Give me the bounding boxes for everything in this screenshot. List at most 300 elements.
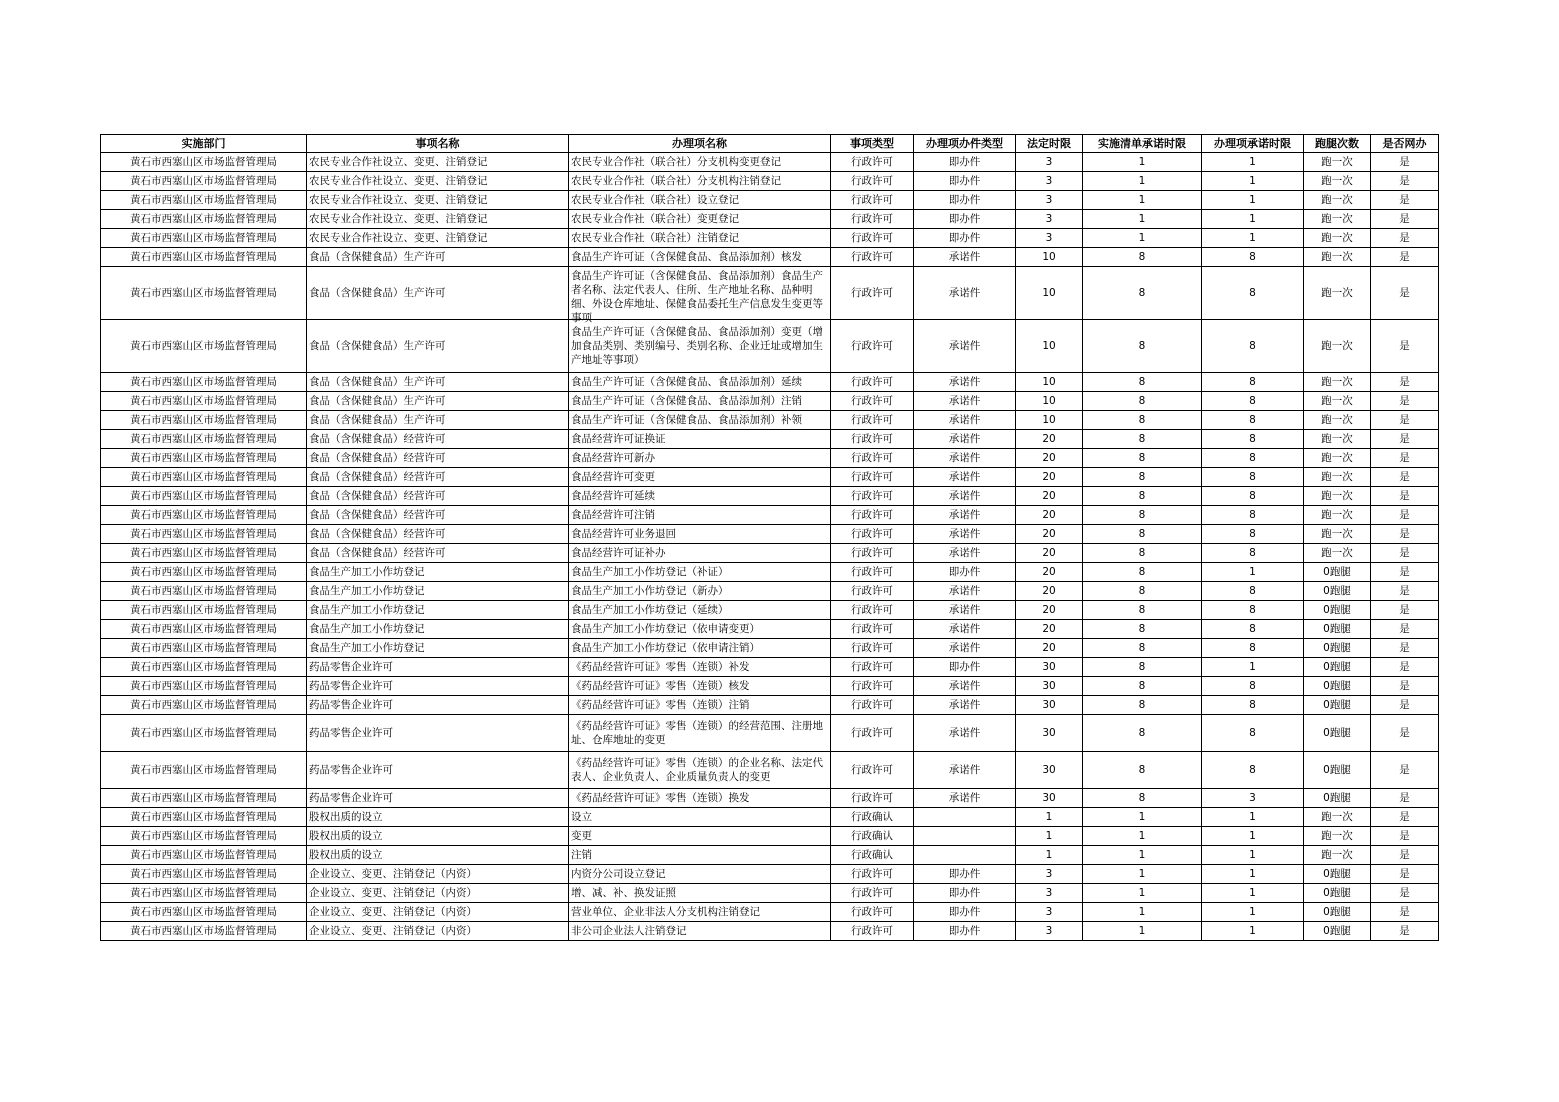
- cell-trips: 跑一次: [1304, 153, 1371, 172]
- cell-dept: 黄石市西塞山区市场监督管理局: [101, 808, 307, 827]
- header-list-limit: 实施清单承诺时限: [1083, 135, 1202, 153]
- table-row: [101, 639, 1439, 658]
- cell-dept: 黄石市西塞山区市场监督管理局: [101, 563, 307, 582]
- table-row: [101, 449, 1439, 468]
- cell-type: 行政许可: [831, 248, 914, 267]
- cell-type: 行政许可: [831, 658, 914, 677]
- cell-list-limit: 1: [1083, 846, 1202, 865]
- cell-legal-limit: 30: [1016, 715, 1083, 752]
- cell-kind: 承诺件: [914, 506, 1016, 525]
- cell-online: 是: [1371, 865, 1439, 884]
- table-row: [101, 582, 1439, 601]
- cell-legal-limit: 20: [1016, 449, 1083, 468]
- cell-list-limit: 8: [1083, 601, 1202, 620]
- cell-trips: 0跑腿: [1304, 582, 1371, 601]
- header-item: 事项名称: [307, 135, 569, 153]
- cell-item: 食品生产加工小作坊登记: [307, 639, 569, 658]
- cell-item: 农民专业合作社设立、变更、注销登记: [307, 210, 569, 229]
- cell-item: 股权出质的设立: [307, 808, 569, 827]
- cell-type: 行政许可: [831, 525, 914, 544]
- cell-item: 股权出质的设立: [307, 846, 569, 865]
- cell-dept: 黄石市西塞山区市场监督管理局: [101, 696, 307, 715]
- cell-promise-limit: 8: [1202, 752, 1304, 789]
- cell-kind: 承诺件: [914, 752, 1016, 789]
- cell-sub-item: [569, 715, 831, 752]
- cell-trips: 跑一次: [1304, 191, 1371, 210]
- header-type: 事项类型: [831, 135, 914, 153]
- cell-kind: [914, 827, 1016, 846]
- cell-kind: 即办件: [914, 922, 1016, 941]
- cell-item: 食品（含保健食品）生产许可: [307, 267, 569, 320]
- cell-sub-item: 食品生产加工小作坊登记（依申请注销）: [569, 639, 831, 658]
- table-row: [101, 677, 1439, 696]
- cell-dept: 黄石市西塞山区市场监督管理局: [101, 715, 307, 752]
- cell-dept: 黄石市西塞山区市场监督管理局: [101, 506, 307, 525]
- header-sub-item: 办理项名称: [569, 135, 831, 153]
- cell-dept: 黄石市西塞山区市场监督管理局: [101, 392, 307, 411]
- cell-promise-limit: 1: [1202, 903, 1304, 922]
- cell-online: 是: [1371, 808, 1439, 827]
- cell-legal-limit: 30: [1016, 789, 1083, 808]
- cell-item: 食品（含保健食品）经营许可: [307, 544, 569, 563]
- cell-online: 是: [1371, 903, 1439, 922]
- cell-dept: 黄石市西塞山区市场监督管理局: [101, 582, 307, 601]
- cell-promise-limit: 8: [1202, 267, 1304, 320]
- cell-trips: 0跑腿: [1304, 601, 1371, 620]
- cell-trips: 跑一次: [1304, 827, 1371, 846]
- cell-promise-limit: 3: [1202, 789, 1304, 808]
- cell-promise-limit: 1: [1202, 229, 1304, 248]
- cell-legal-limit: 20: [1016, 506, 1083, 525]
- cell-type: 行政许可: [831, 715, 914, 752]
- cell-sub-item: 注销: [569, 846, 831, 865]
- cell-type: 行政许可: [831, 696, 914, 715]
- cell-online: 是: [1371, 373, 1439, 392]
- table-row: [101, 789, 1439, 808]
- cell-sub-item: 食品经营许可新办: [569, 449, 831, 468]
- cell-kind: 承诺件: [914, 620, 1016, 639]
- cell-type: 行政许可: [831, 468, 914, 487]
- cell-online: 是: [1371, 827, 1439, 846]
- cell-kind: 承诺件: [914, 411, 1016, 430]
- cell-sub-item: 农民专业合作社（联合社）分支机构注销登记: [569, 172, 831, 191]
- cell-kind: [914, 808, 1016, 827]
- cell-kind: 承诺件: [914, 468, 1016, 487]
- table-row: [101, 153, 1439, 172]
- cell-trips: 0跑腿: [1304, 752, 1371, 789]
- cell-promise-limit: 8: [1202, 715, 1304, 752]
- cell-type: 行政许可: [831, 392, 914, 411]
- cell-kind: 承诺件: [914, 544, 1016, 563]
- table-row: [101, 808, 1439, 827]
- cell-kind: 承诺件: [914, 449, 1016, 468]
- cell-item: 企业设立、变更、注销登记（内资）: [307, 903, 569, 922]
- cell-item: 药品零售企业许可: [307, 658, 569, 677]
- cell-sub-item: 食品经营许可证补办: [569, 544, 831, 563]
- cell-online: 是: [1371, 210, 1439, 229]
- cell-list-limit: 1: [1083, 922, 1202, 941]
- table-row: [101, 210, 1439, 229]
- cell-online: 是: [1371, 411, 1439, 430]
- cell-online: 是: [1371, 153, 1439, 172]
- cell-online: 是: [1371, 229, 1439, 248]
- cell-list-limit: 8: [1083, 320, 1202, 373]
- cell-trips: 跑一次: [1304, 808, 1371, 827]
- cell-trips: 0跑腿: [1304, 696, 1371, 715]
- cell-online: 是: [1371, 506, 1439, 525]
- cell-trips: 0跑腿: [1304, 620, 1371, 639]
- cell-type: 行政许可: [831, 320, 914, 373]
- cell-promise-limit: 8: [1202, 525, 1304, 544]
- cell-item: 药品零售企业许可: [307, 677, 569, 696]
- cell-trips: 0跑腿: [1304, 922, 1371, 941]
- cell-dept: 黄石市西塞山区市场监督管理局: [101, 789, 307, 808]
- cell-sub-item-text: 《药品经营许可证》零售（连锁）的经营范围、注册地址、仓库地址的变更: [571, 720, 823, 746]
- cell-legal-limit: 1: [1016, 808, 1083, 827]
- cell-list-limit: 8: [1083, 715, 1202, 752]
- cell-online: 是: [1371, 922, 1439, 941]
- cell-online: 是: [1371, 601, 1439, 620]
- cell-list-limit: 8: [1083, 696, 1202, 715]
- cell-type: 行政许可: [831, 601, 914, 620]
- cell-promise-limit: 1: [1202, 658, 1304, 677]
- cell-online: 是: [1371, 320, 1439, 373]
- cell-item: 药品零售企业许可: [307, 789, 569, 808]
- cell-type: 行政许可: [831, 639, 914, 658]
- table-row: [101, 172, 1439, 191]
- cell-legal-limit: 10: [1016, 392, 1083, 411]
- table-row: [101, 248, 1439, 267]
- cell-type: 行政许可: [831, 677, 914, 696]
- table-row: [101, 525, 1439, 544]
- table-row: [101, 229, 1439, 248]
- cell-legal-limit: 20: [1016, 563, 1083, 582]
- cell-promise-limit: 8: [1202, 544, 1304, 563]
- cell-kind: 即办件: [914, 172, 1016, 191]
- cell-promise-limit: 1: [1202, 563, 1304, 582]
- cell-type: 行政确认: [831, 808, 914, 827]
- cell-list-limit: 8: [1083, 620, 1202, 639]
- cell-dept: 黄石市西塞山区市场监督管理局: [101, 544, 307, 563]
- cell-promise-limit: 1: [1202, 922, 1304, 941]
- cell-type: 行政许可: [831, 229, 914, 248]
- table-row: [101, 620, 1439, 639]
- cell-legal-limit: 10: [1016, 248, 1083, 267]
- cell-list-limit: 1: [1083, 191, 1202, 210]
- cell-trips: 跑一次: [1304, 430, 1371, 449]
- header-online: 是否网办: [1371, 135, 1439, 153]
- cell-kind: 承诺件: [914, 392, 1016, 411]
- cell-list-limit: 1: [1083, 903, 1202, 922]
- cell-item: 食品（含保健食品）生产许可: [307, 411, 569, 430]
- cell-type: 行政许可: [831, 449, 914, 468]
- cell-trips: 跑一次: [1304, 525, 1371, 544]
- cell-type: 行政许可: [831, 903, 914, 922]
- cell-item: 食品（含保健食品）经营许可: [307, 449, 569, 468]
- cell-sub-item: 食品经营许可变更: [569, 468, 831, 487]
- cell-kind: 即办件: [914, 884, 1016, 903]
- cell-promise-limit: 8: [1202, 506, 1304, 525]
- cell-trips: 跑一次: [1304, 248, 1371, 267]
- cell-legal-limit: 3: [1016, 191, 1083, 210]
- cell-type: 行政许可: [831, 506, 914, 525]
- cell-legal-limit: 3: [1016, 922, 1083, 941]
- cell-trips: 跑一次: [1304, 544, 1371, 563]
- cell-type: 行政许可: [831, 430, 914, 449]
- cell-kind: 即办件: [914, 210, 1016, 229]
- table-row: [101, 468, 1439, 487]
- cell-promise-limit: 1: [1202, 884, 1304, 903]
- cell-kind: 即办件: [914, 191, 1016, 210]
- cell-dept: 黄石市西塞山区市场监督管理局: [101, 922, 307, 941]
- cell-item: 药品零售企业许可: [307, 715, 569, 752]
- cell-type: 行政许可: [831, 373, 914, 392]
- cell-dept: 黄石市西塞山区市场监督管理局: [101, 620, 307, 639]
- cell-trips: 跑一次: [1304, 392, 1371, 411]
- cell-item: 食品（含保健食品）生产许可: [307, 320, 569, 373]
- table-row: [101, 267, 1439, 320]
- cell-list-limit: 1: [1083, 884, 1202, 903]
- table-row: [101, 865, 1439, 884]
- cell-item: 食品（含保健食品）生产许可: [307, 392, 569, 411]
- cell-trips: 跑一次: [1304, 487, 1371, 506]
- cell-trips: 跑一次: [1304, 506, 1371, 525]
- cell-promise-limit: 8: [1202, 582, 1304, 601]
- table-row: [101, 392, 1439, 411]
- cell-promise-limit: 1: [1202, 808, 1304, 827]
- cell-promise-limit: 8: [1202, 677, 1304, 696]
- table-row: [101, 846, 1439, 865]
- cell-item: 药品零售企业许可: [307, 752, 569, 789]
- cell-sub-item: 农民专业合作社（联合社）变更登记: [569, 210, 831, 229]
- cell-dept: 黄石市西塞山区市场监督管理局: [101, 191, 307, 210]
- cell-list-limit: 8: [1083, 544, 1202, 563]
- cell-list-limit: 8: [1083, 449, 1202, 468]
- cell-kind: 承诺件: [914, 248, 1016, 267]
- cell-sub-item-text: 食品生产许可证（含保健食品、食品添加剂）变更（增加食品类别、类别编号、类别名称、企业迁址或增加生产地址等事项）: [571, 326, 823, 366]
- cell-trips: 0跑腿: [1304, 884, 1371, 903]
- cell-legal-limit: 10: [1016, 267, 1083, 320]
- cell-list-limit: 8: [1083, 468, 1202, 487]
- table-row: [101, 696, 1439, 715]
- cell-dept: 黄石市西塞山区市场监督管理局: [101, 373, 307, 392]
- cell-online: 是: [1371, 639, 1439, 658]
- cell-dept: 黄石市西塞山区市场监督管理局: [101, 320, 307, 373]
- cell-kind: 承诺件: [914, 525, 1016, 544]
- cell-type: 行政许可: [831, 411, 914, 430]
- header-kind: 办理项办件类型: [914, 135, 1016, 153]
- cell-list-limit: 8: [1083, 430, 1202, 449]
- cell-dept: 黄石市西塞山区市场监督管理局: [101, 248, 307, 267]
- cell-type: 行政许可: [831, 487, 914, 506]
- cell-trips: 0跑腿: [1304, 639, 1371, 658]
- cell-online: 是: [1371, 620, 1439, 639]
- cell-sub-item: 变更: [569, 827, 831, 846]
- cell-dept: 黄石市西塞山区市场监督管理局: [101, 153, 307, 172]
- cell-sub-item: 食品生产加工小作坊登记（延续）: [569, 601, 831, 620]
- cell-online: 是: [1371, 884, 1439, 903]
- cell-kind: 承诺件: [914, 373, 1016, 392]
- cell-kind: 承诺件: [914, 582, 1016, 601]
- cell-list-limit: 8: [1083, 752, 1202, 789]
- cell-item: 企业设立、变更、注销登记（内资）: [307, 865, 569, 884]
- cell-legal-limit: 20: [1016, 525, 1083, 544]
- cell-trips: 跑一次: [1304, 320, 1371, 373]
- cell-type: 行政许可: [831, 865, 914, 884]
- cell-list-limit: 8: [1083, 789, 1202, 808]
- cell-sub-item: 食品生产许可证（含保健食品、食品添加剂）核发: [569, 248, 831, 267]
- cell-list-limit: 1: [1083, 808, 1202, 827]
- table-row: [101, 922, 1439, 941]
- cell-promise-limit: 8: [1202, 487, 1304, 506]
- table-row: [101, 601, 1439, 620]
- table-row: [101, 191, 1439, 210]
- cell-trips: 跑一次: [1304, 229, 1371, 248]
- cell-dept: 黄石市西塞山区市场监督管理局: [101, 172, 307, 191]
- cell-online: 是: [1371, 172, 1439, 191]
- cell-sub-item: 食品生产加工小作坊登记（新办）: [569, 582, 831, 601]
- cell-dept: 黄石市西塞山区市场监督管理局: [101, 210, 307, 229]
- cell-list-limit: 8: [1083, 506, 1202, 525]
- cell-list-limit: 8: [1083, 487, 1202, 506]
- cell-promise-limit: 1: [1202, 846, 1304, 865]
- cell-sub-item: 食品经营许可业务退回: [569, 525, 831, 544]
- cell-sub-item: 《药品经营许可证》零售（连锁）补发: [569, 658, 831, 677]
- cell-legal-limit: 3: [1016, 903, 1083, 922]
- cell-type: 行政确认: [831, 827, 914, 846]
- cell-legal-limit: 10: [1016, 373, 1083, 392]
- cell-type: 行政许可: [831, 191, 914, 210]
- cell-online: 是: [1371, 544, 1439, 563]
- cell-sub-item: 食品经营许可延续: [569, 487, 831, 506]
- header-row: [101, 135, 1439, 153]
- cell-sub-item: 《药品经营许可证》零售（连锁）换发: [569, 789, 831, 808]
- cell-promise-limit: 8: [1202, 620, 1304, 639]
- cell-item: 食品（含保健食品）经营许可: [307, 468, 569, 487]
- cell-online: 是: [1371, 487, 1439, 506]
- cell-promise-limit: 1: [1202, 191, 1304, 210]
- cell-item: 食品生产加工小作坊登记: [307, 601, 569, 620]
- cell-online: 是: [1371, 658, 1439, 677]
- cell-trips: 跑一次: [1304, 172, 1371, 191]
- cell-item: 食品生产加工小作坊登记: [307, 582, 569, 601]
- table-row: [101, 373, 1439, 392]
- cell-dept: 黄石市西塞山区市场监督管理局: [101, 267, 307, 320]
- cell-kind: [914, 846, 1016, 865]
- header-trips: 跑腿次数: [1304, 135, 1371, 153]
- cell-sub-item: 农民专业合作社（联合社）分支机构变更登记: [569, 153, 831, 172]
- cell-legal-limit: 20: [1016, 430, 1083, 449]
- cell-legal-limit: 10: [1016, 320, 1083, 373]
- cell-trips: 跑一次: [1304, 411, 1371, 430]
- cell-item: 农民专业合作社设立、变更、注销登记: [307, 229, 569, 248]
- cell-list-limit: 8: [1083, 639, 1202, 658]
- cell-sub-item: [569, 752, 831, 789]
- cell-dept: 黄石市西塞山区市场监督管理局: [101, 658, 307, 677]
- cell-item: 食品（含保健食品）经营许可: [307, 506, 569, 525]
- cell-legal-limit: 20: [1016, 468, 1083, 487]
- cell-kind: 承诺件: [914, 696, 1016, 715]
- cell-item: 食品生产加工小作坊登记: [307, 620, 569, 639]
- cell-list-limit: 1: [1083, 153, 1202, 172]
- cell-online: 是: [1371, 752, 1439, 789]
- cell-legal-limit: 3: [1016, 229, 1083, 248]
- cell-list-limit: 1: [1083, 210, 1202, 229]
- cell-list-limit: 8: [1083, 658, 1202, 677]
- cell-list-limit: 8: [1083, 582, 1202, 601]
- cell-dept: 黄石市西塞山区市场监督管理局: [101, 411, 307, 430]
- cell-type: 行政许可: [831, 210, 914, 229]
- cell-promise-limit: 1: [1202, 865, 1304, 884]
- cell-online: 是: [1371, 468, 1439, 487]
- cell-legal-limit: 1: [1016, 846, 1083, 865]
- cell-sub-item: 农民专业合作社（联合社）注销登记: [569, 229, 831, 248]
- table-row: [101, 827, 1439, 846]
- cell-sub-item: 食品生产许可证（含保健食品、食品添加剂）补领: [569, 411, 831, 430]
- table-row: [101, 320, 1439, 373]
- cell-online: 是: [1371, 267, 1439, 320]
- cell-type: 行政许可: [831, 620, 914, 639]
- cell-trips: 0跑腿: [1304, 658, 1371, 677]
- cell-sub-item: 设立: [569, 808, 831, 827]
- cell-item: 股权出质的设立: [307, 827, 569, 846]
- cell-dept: 黄石市西塞山区市场监督管理局: [101, 846, 307, 865]
- cell-sub-item: 食品生产加工小作坊登记（依申请变更）: [569, 620, 831, 639]
- cell-sub-item: 非公司企业法人注销登记: [569, 922, 831, 941]
- table-row: [101, 658, 1439, 677]
- table-row: [101, 506, 1439, 525]
- cell-legal-limit: 1: [1016, 827, 1083, 846]
- cell-list-limit: 8: [1083, 411, 1202, 430]
- cell-online: 是: [1371, 696, 1439, 715]
- cell-promise-limit: 8: [1202, 696, 1304, 715]
- cell-list-limit: 8: [1083, 267, 1202, 320]
- cell-sub-item: 食品经营许可证换证: [569, 430, 831, 449]
- cell-sub-item: 农民专业合作社（联合社）设立登记: [569, 191, 831, 210]
- cell-list-limit: 1: [1083, 172, 1202, 191]
- cell-type: 行政许可: [831, 582, 914, 601]
- cell-type: 行政许可: [831, 922, 914, 941]
- cell-sub-item: 《药品经营许可证》零售（连锁）核发: [569, 677, 831, 696]
- cell-trips: 跑一次: [1304, 449, 1371, 468]
- cell-kind: 承诺件: [914, 789, 1016, 808]
- cell-promise-limit: 8: [1202, 449, 1304, 468]
- cell-dept: 黄石市西塞山区市场监督管理局: [101, 639, 307, 658]
- table-row: [101, 715, 1439, 752]
- cell-kind: 即办件: [914, 229, 1016, 248]
- cell-kind: 承诺件: [914, 639, 1016, 658]
- cell-kind: 承诺件: [914, 487, 1016, 506]
- table-row: [101, 411, 1439, 430]
- cell-online: 是: [1371, 715, 1439, 752]
- cell-online: 是: [1371, 392, 1439, 411]
- cell-type: 行政确认: [831, 846, 914, 865]
- cell-online: 是: [1371, 563, 1439, 582]
- cell-sub-item: 食品生产许可证（含保健食品、食品添加剂）注销: [569, 392, 831, 411]
- cell-kind: 承诺件: [914, 267, 1016, 320]
- cell-promise-limit: 8: [1202, 601, 1304, 620]
- cell-sub-item: 《药品经营许可证》零售（连锁）注销: [569, 696, 831, 715]
- cell-promise-limit: 1: [1202, 210, 1304, 229]
- cell-kind: 承诺件: [914, 430, 1016, 449]
- cell-dept: 黄石市西塞山区市场监督管理局: [101, 677, 307, 696]
- table-row: [101, 884, 1439, 903]
- cell-online: 是: [1371, 789, 1439, 808]
- cell-legal-limit: 20: [1016, 487, 1083, 506]
- cell-type: 行政许可: [831, 789, 914, 808]
- cell-sub-item-text: 食品生产许可证（含保健食品、食品添加剂）食品生产者名称、法定代表人、住所、生产地址名称、品种明细、外设仓库地址、保健食品委托生产信息发生变更等事项: [571, 270, 823, 324]
- cell-dept: 黄石市西塞山区市场监督管理局: [101, 903, 307, 922]
